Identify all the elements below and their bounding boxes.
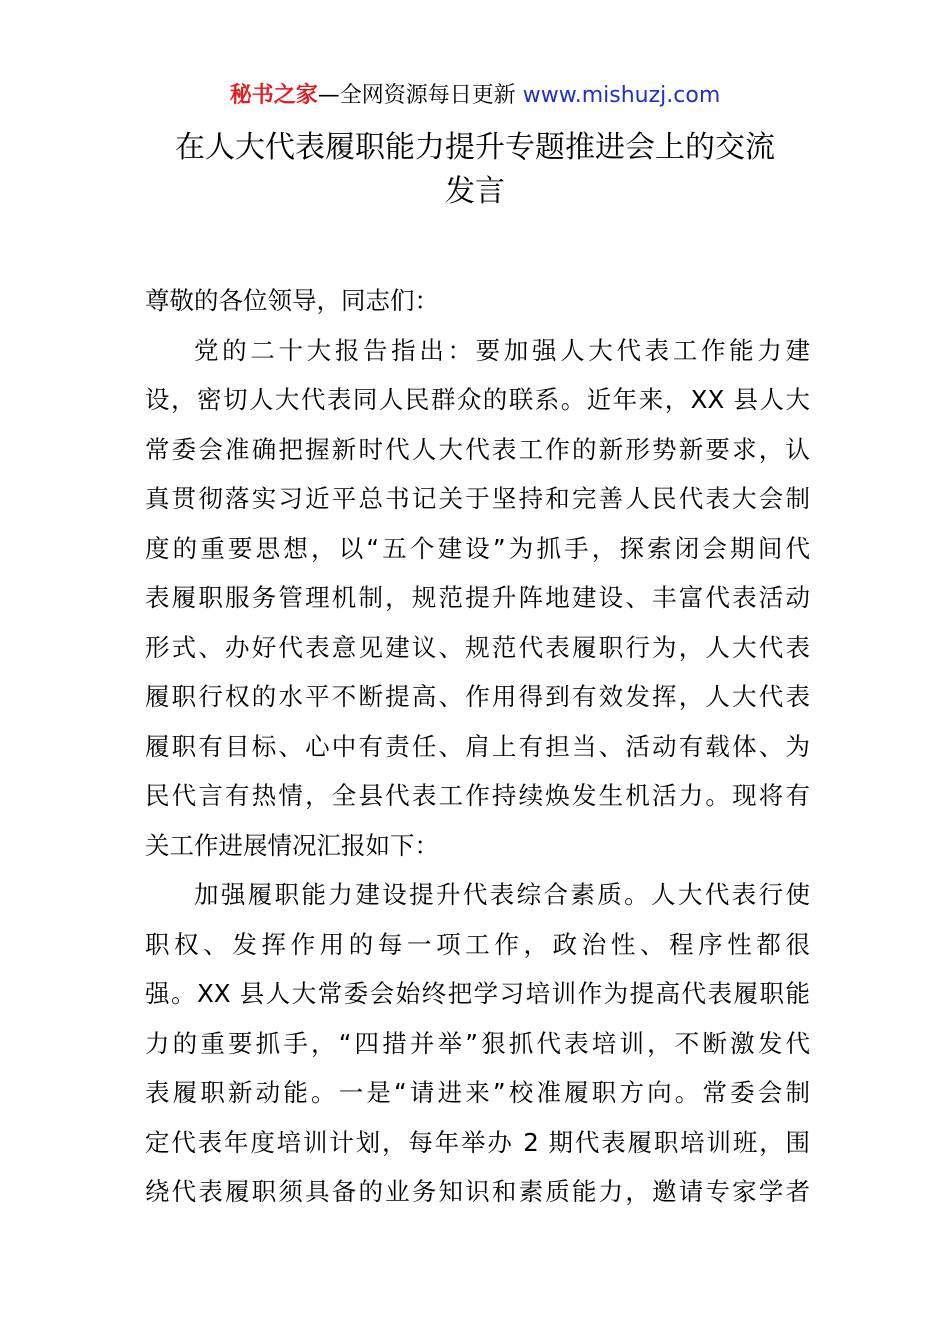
paragraph-1: [145, 326, 810, 871]
document-title: [0, 126, 950, 214]
text-line: 关工作进展情况汇报如下：: [145, 830, 439, 860]
document-body: [145, 276, 810, 1217]
text-line: 履职行权的水平不断提高、作用得到有效发挥，人大代表: [145, 682, 810, 711]
text-line: 定代表年度培训计划，每年举办 2 期代表履职培训班，围: [145, 1127, 810, 1157]
text-line: 党的二十大报告指出：要加强人大代表工作能力建: [194, 335, 810, 365]
text-line: 真贯彻落实习近平总书记关于坚持和完善人民代表大会制: [145, 484, 810, 513]
text-line: 表履职新动能。一是“请进来”校准履职方向。常委会制: [145, 1078, 810, 1107]
site-url-link[interactable]: www.mishuzj.com: [522, 83, 721, 108]
text-line: 力的重要抓手，“四措并举”狠抓代表培训，不断激发代: [145, 1028, 810, 1058]
text-line: 度的重要思想，以“五个建设”为抓手，探索闭会期间代: [145, 533, 810, 563]
text-line: 加强履职能力建设提升代表综合素质。人大代表行使: [194, 880, 810, 909]
text-line: 设，密切人大代表同人民群众的联系。近年来，XX 县人大: [145, 385, 810, 414]
text-line: 表履职服务管理机制，规范提升阵地建设、丰富代表活动: [145, 583, 810, 612]
text-line: 强。XX 县人大常委会始终把学习培训作为提高代表履职能: [145, 979, 810, 1008]
text-line: 绕代表履职须具备的业务知识和素质能力，邀请专家学者: [145, 1177, 810, 1206]
text-line: 民代言有热情，全县代表工作持续焕发生机活力。现将有: [145, 781, 810, 810]
salutation: 尊敬的各位领导，同志们：: [145, 286, 439, 315]
text-line: 履职有目标、心中有责任、肩上有担当、活动有载体、为: [145, 731, 810, 761]
text-line: 形式、办好代表意见建议、规范代表履职行为，人大代表: [145, 632, 810, 662]
text-line: 常委会准确把握新时代人大代表工作的新形势新要求，认: [145, 434, 810, 464]
title-line: 在人大代表履职能力提升专题推进会上的交流: [175, 130, 775, 165]
site-slogan: —全网资源每日更新: [317, 83, 516, 108]
paragraph-2: [145, 870, 810, 1217]
text-line: 职权、发挥作用的每一项工作，政治性、程序性都很: [145, 929, 810, 959]
site-brand: 秘书之家: [229, 83, 318, 108]
site-header: [0, 80, 950, 112]
title-line: 发言: [445, 174, 505, 209]
